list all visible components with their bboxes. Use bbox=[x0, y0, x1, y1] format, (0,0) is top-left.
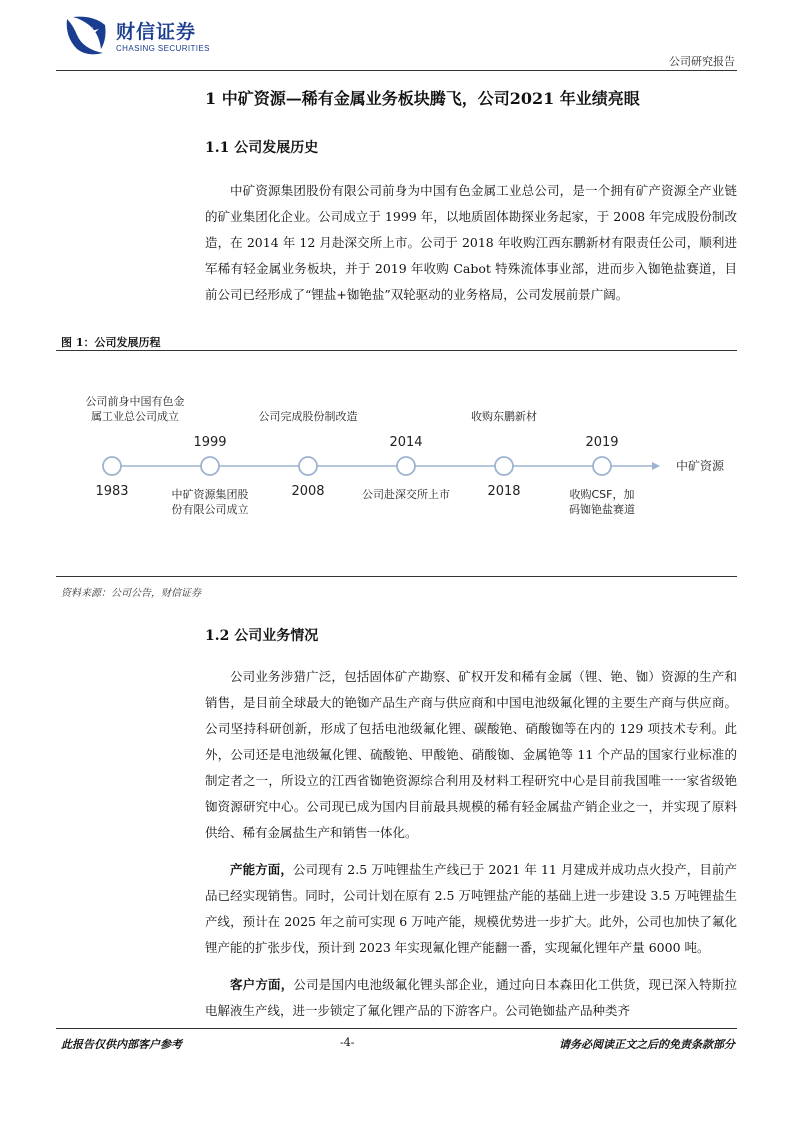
timeline-desc-2008-line-1: 公司完成股份制改造 bbox=[258, 410, 358, 423]
section-1-2-body bbox=[205, 664, 737, 1024]
timeline-node-1983 bbox=[103, 457, 121, 475]
figure-1-title: 图 1：公司发展历程 bbox=[61, 336, 161, 349]
timeline-node-2014 bbox=[397, 457, 415, 475]
timeline-desc-2019-line-1: 收购CSF，加 bbox=[569, 488, 635, 501]
logo-english-name: CHASING SECURITIES bbox=[116, 44, 210, 53]
capacity-lead: 产能方面， bbox=[230, 862, 293, 877]
timeline-year-2018: 2018 bbox=[487, 484, 521, 499]
company-logo-icon bbox=[63, 15, 109, 57]
timeline-desc-1983-line-2: 属工业总公司成立 bbox=[91, 410, 179, 423]
report-type-label: 公司研究报告 bbox=[669, 55, 735, 68]
timeline-desc-2014-line-1: 公司赴深交所上市 bbox=[362, 488, 450, 501]
capacity-paragraph bbox=[205, 857, 737, 961]
timeline-desc-2018-line-1: 收购东鹏新材 bbox=[471, 410, 537, 423]
capacity-text: 公司现有 2.5 万吨锂盐生产线已于 2021 年 11 月建成并成功点火投产，目前产品已经实现销售。同时，公司计划在原有 2.5 万吨锂盐产能的基础上进一步建设 3.5 万吨锂盐生产线，预计在 2025 年之前可实现 6 万吨产能，规模优势进一步扩大。此外，公司也加快了氟化锂产能的扩张步伐，预计到 2023 年实现氟化锂产能翻一番，实现氟化锂年产量 6000 吨。 bbox=[205, 862, 737, 955]
timeline-desc-1999-line-2: 份有限公司成立 bbox=[171, 503, 249, 516]
timeline-node-2018 bbox=[495, 457, 513, 475]
timeline-year-2008: 2008 bbox=[291, 484, 325, 499]
logo-chinese-name: 财信证券 bbox=[116, 21, 197, 43]
customer-lead: 客户方面， bbox=[230, 977, 294, 992]
section-1-1-title: 1.1 公司发展历史 bbox=[205, 140, 319, 156]
timeline-year-1983: 1983 bbox=[95, 484, 129, 499]
timeline-node-1999 bbox=[201, 457, 219, 475]
timeline-desc-2019-line-2: 码铷铯盐赛道 bbox=[569, 503, 635, 516]
footer-divider bbox=[56, 1028, 737, 1029]
timeline-events bbox=[86, 394, 636, 516]
section-1-2-title: 1.2 公司业务情况 bbox=[205, 628, 319, 644]
timeline-desc-1983-line-1: 公司前身中国有色金 bbox=[85, 395, 185, 408]
business-overview-paragraph: 公司业务涉猎广泛，包括固体矿产勘察、矿权开发和稀有金属（锂、铯、铷）资源的生产和销售，是目前全球最大的铯铷产品生产商与供应商和中国电池级氟化锂的主要生产商与供应商。公司坚持科研创新，形成了包括电池级氟化锂、碳酸铯、硝酸铷等在内的 129 项技术专利。此外，公司还是电池级氟化锂、硫酸铯、甲酸铯、硝酸铷、金属铯等 11 个产品的国家行业标准的制定者之一，所设立的江西省铷铯资源综合利用及材料工程研究中心是目前我国唯一一家省级铯铷资源研究中心。公司现已成为国内目前最具规模的稀有轻金属盐产销企业之一，并实现了原料供给、稀有金属盐生产和销售一体化。 bbox=[205, 669, 737, 840]
footer-disclaimer-right: 请务必阅读正文之后的免责条款部分 bbox=[559, 1038, 735, 1051]
section-1-title: 1 中矿资源—稀有金属业务板块腾飞，公司2021 年业绩亮眼 bbox=[205, 89, 640, 108]
customer-paragraph bbox=[205, 972, 737, 1024]
figure-bottom-rule bbox=[56, 576, 737, 577]
figure-top-rule bbox=[56, 350, 737, 351]
timeline-arrow-icon bbox=[652, 462, 660, 470]
timeline-year-1999: 1999 bbox=[193, 435, 227, 450]
history-paragraph: 中矿资源集团股份有限公司前身为中国有色金属工业总公司，是一个拥有矿产资源全产业链的矿业集团化企业。公司成立于 1999 年，以地质固体勘探业务起家，于 2008 年完成股份制改造，在 2014 年 12 月赴深交所上市。公司于 2018 年收购江西东鹏新材有限责任公司，顺利进军稀有轻金属业务板块，并于 2019 年收购 Cabot 特殊流体事业部，进而步入铷铯盐赛道，目前公司已经形成了“锂盐+铷铯盐”双轮驱动的业务格局，公司发展前景广阔。 bbox=[205, 183, 737, 302]
timeline-year-2014: 2014 bbox=[389, 435, 423, 450]
section-1-1-body bbox=[205, 178, 737, 308]
company-history-timeline bbox=[56, 352, 737, 575]
timeline-node-2019 bbox=[593, 457, 611, 475]
timeline-end-label: 中矿资源 bbox=[676, 459, 725, 473]
header-divider bbox=[56, 70, 737, 71]
figure-source-note: 资料来源：公司公告，财信证券 bbox=[61, 588, 201, 599]
timeline-year-2019: 2019 bbox=[585, 435, 619, 450]
page-number: -4- bbox=[340, 1036, 355, 1049]
customer-text: 公司是国内电池级氟化锂头部企业，通过向日本森田化工供货，现已深入特斯拉电解液生产线，进一步锁定了氟化锂产品的下游客户。公司铯铷盐产品种类齐 bbox=[205, 977, 737, 1018]
footer-disclaimer-left: 此报告仅供内部客户参考 bbox=[61, 1038, 182, 1051]
timeline-desc-1999-line-1: 中矿资源集团股 bbox=[171, 488, 249, 501]
timeline-node-2008 bbox=[299, 457, 317, 475]
